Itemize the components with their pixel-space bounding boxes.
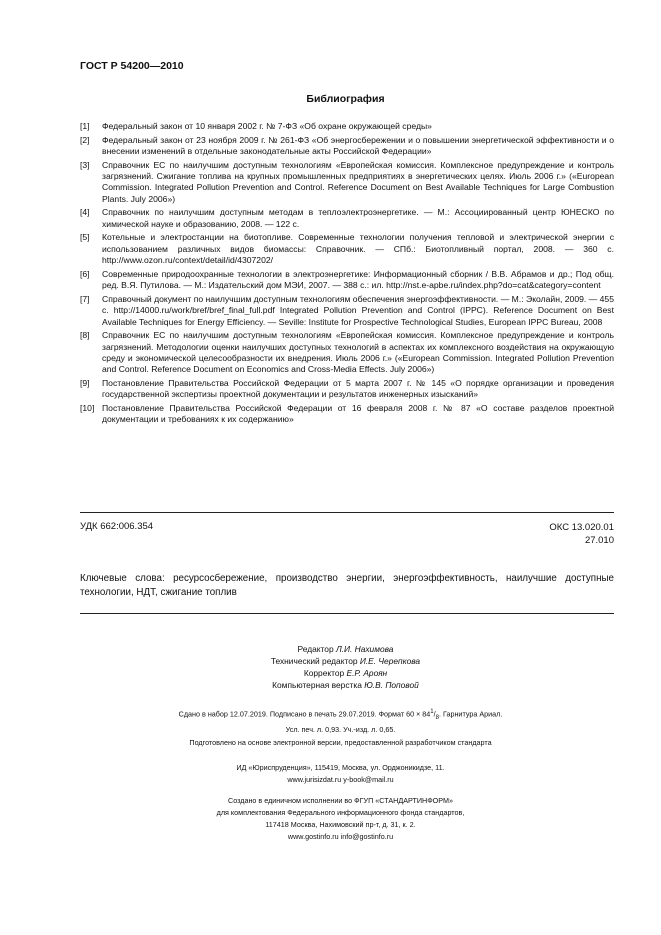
- udk-code: УДК 662:006.354: [80, 521, 154, 532]
- publisher-block: [0, 762, 661, 786]
- bibliography-item: [80, 269, 614, 292]
- keywords: Ключевые слова: ресурсосбережение, производство энергии, энергоэффективность, наилучшие доступные технологии, НДТ, сжигание топлив: [80, 573, 614, 598]
- oks-code: [549, 521, 614, 547]
- format-fraction-numerator: 1: [430, 709, 434, 715]
- bibliography-item-number: [8]: [80, 330, 90, 341]
- staff-name: И.Е. Черепкова: [359, 656, 421, 666]
- bibliography-item: [80, 135, 614, 158]
- bibliography-item: [80, 378, 614, 401]
- bibliography-item: [80, 403, 614, 426]
- staff-role: Технический редактор: [270, 656, 358, 666]
- staff-name: Л.И. Нахимова: [335, 644, 394, 654]
- staff-name: Ю.В. Поповой: [364, 680, 419, 690]
- bibliography-item-number: [6]: [80, 268, 90, 279]
- print-info: [0, 707, 661, 735]
- bibliography-item-text: Котельные и электростанции на биотопливе. Современные технологии получения тепловой и электрической энергии с использованием различных видов биомассы: Справочник. — СПб.: Биотопливный портал, 2008. — 360 с. http://www.ozon.ru/context/detail/id/4307202/: [102, 232, 614, 266]
- print-info-line1: Сдано в набор 12.07.2019. Подписано в печать 29.07.2019. Формат $60 \times 84^1/_8$. Гарнитура Ариал.: [178, 709, 503, 721]
- bibliography-item-number: [4]: [80, 207, 90, 218]
- staff-line: [0, 643, 661, 655]
- bibliography-item-number: [3]: [80, 159, 90, 170]
- staff-line: [0, 679, 661, 691]
- publisher-line2: www.jurisizdat.ru y-book@mail.ru: [287, 775, 394, 784]
- print-info-line1-part1: Сдано в набор 12.07.2019. Подписано в печать 29.07.2019. Формат 60 × 84: [178, 709, 431, 719]
- bibliography-item: [80, 121, 614, 132]
- format-fraction-denominator: 8: [435, 714, 439, 721]
- bibliography-item: [80, 160, 614, 206]
- bibliography-item-text: Постановление Правительства Российской Федерации от 5 марта 2007 г. № 145 «О порядке организации и проведения государственной экспертизы проектной документации и результатов инженерных изысканий»: [102, 378, 614, 400]
- standard-header: ГОСТ Р 54200—2010: [80, 60, 184, 72]
- creator-line2: для комплектования Федерального информационного фонда стандартов,: [216, 808, 465, 817]
- staff-role: Корректор: [303, 668, 345, 678]
- staff-role: Компьютерная верстка: [272, 680, 362, 690]
- bibliography-item-text: Справочник по наилучшим доступным методам в теплоэлектроэнергетике. — М.: Ассоциированный центр ЮНЕСКО по химической науке и образованию, 2008. — 122 с.: [102, 207, 614, 229]
- bibliography-item-number: [9]: [80, 378, 90, 389]
- bibliography-item-number: [5]: [80, 232, 90, 243]
- oks-code-line2: 27.010: [584, 535, 614, 546]
- staff-line: [0, 667, 661, 679]
- bibliography-title: Библиография: [306, 93, 385, 105]
- creator-line1: Создано в единичном исполнении во ФГУП «СТАНДАРТИНФОРМ»: [228, 796, 453, 805]
- divider-bottom: [80, 613, 614, 614]
- print-info-line2: Усл. печ. л. 0,93. Уч.-изд. л. 0,65.: [285, 724, 396, 734]
- staff-role: Редактор: [297, 644, 334, 654]
- print-info-line1-part2: . Гарнитура Ариал.: [438, 709, 503, 719]
- bibliography-list: [80, 121, 614, 428]
- bibliography-item-text: Справочный документ по наилучшим доступным технологиям обеспечения энергоэффективности. — М.: Эколайн, 2009. — 455 с. http://14000.ru/work/bref/bref_final_full.pdf Integrated Pollution Prevention and Control (IPPC). Reference Document on Best Available Techniques for Energy Efficiency. — Seville: Institute for Prospective Technological Studies, European IPPC Bureau, 2008: [102, 293, 614, 327]
- bibliography-item-text: Федеральный закон от 10 января 2002 г. № 7-ФЗ «Об охране окружающей среды»: [102, 121, 432, 131]
- staff-name: Е.Р. Ароян: [346, 668, 388, 678]
- staff-line: [0, 655, 661, 667]
- bibliography-item-text: Постановление Правительства Российской Федерации от 16 февраля 2008 г. № 87 «О составе разделов проектной документации и требованиях к их содержанию»: [102, 403, 614, 425]
- creator-line3: 117418 Москва, Нахимовский пр-т, д. 31, к. 2.: [265, 820, 416, 829]
- bibliography-item: [80, 294, 614, 328]
- creator-block: [0, 795, 661, 843]
- oks-code-line1: ОКС 13.020.01: [549, 522, 614, 533]
- divider-top: [80, 512, 614, 513]
- bibliography-item: [80, 330, 614, 376]
- bibliography-item-number: [2]: [80, 134, 90, 145]
- bibliography-item-number: [7]: [80, 293, 90, 304]
- bibliography-item-text: Справочник ЕС по наилучшим доступным технологиям «Европейская комиссия. Комплексное предупреждение и контроль загрязнений. Сжигание топлива на крупных промышленных предприятиях в энергетических целях. Июль 2006 г.» («European Commission. Integrated Pollution Prevention and Control. Reference Document on Best Available Techniques for Large Combustion Plants. July 2006»): [102, 159, 614, 204]
- print-source-note: Подготовлено на основе электронной версии, предоставленной разработчиком стандарта: [189, 738, 492, 747]
- bibliography-item-number: [10]: [80, 403, 95, 414]
- bibliography-item-text: Федеральный закон от 23 ноября 2009 г. № 261-ФЗ «Об энергосбережении и о повышении энергетической эффективности и о внесении изменений в отдельные законодательные акты Российской Федерации»: [102, 134, 614, 156]
- creator-line4: www.gostinfo.ru info@gostinfo.ru: [287, 832, 394, 841]
- bibliography-item: [80, 207, 614, 230]
- bibliography-item-number: [1]: [80, 121, 90, 131]
- bibliography-item: [80, 232, 614, 266]
- bibliography-item-text: Справочник ЕС по наилучшим доступным технологиям «Европейская комиссия. Комплексное предупреждение и контроль загрязнений. Методологии оценки наилучших доступных технологий в аспектах их комплексного воздействия на окружающую среду и экономической целесообразности их внедрения. Июль 2006 г.» («European Commission. Integrated Pollution Prevention and Control. Reference Document on Economics and Cross-Media Effects. July 2006»): [102, 330, 614, 375]
- publisher-line1: ИД «Юриспруденция», 115419, Москва, ул. Орджоникидзе, 11.: [236, 763, 445, 772]
- staff-credits: [0, 643, 661, 691]
- bibliography-item-text: Современные природоохранные технологии в электроэнергетике: Информационный сборник / В.В. Абрамов и др.; Под общ. ред. В.Я. Путилова. — М.: Издательский дом МЭИ, 2007. — 388 с.: ил. http://nst.e-apbe.ru/index.php?do=cat&category=content: [102, 268, 614, 291]
